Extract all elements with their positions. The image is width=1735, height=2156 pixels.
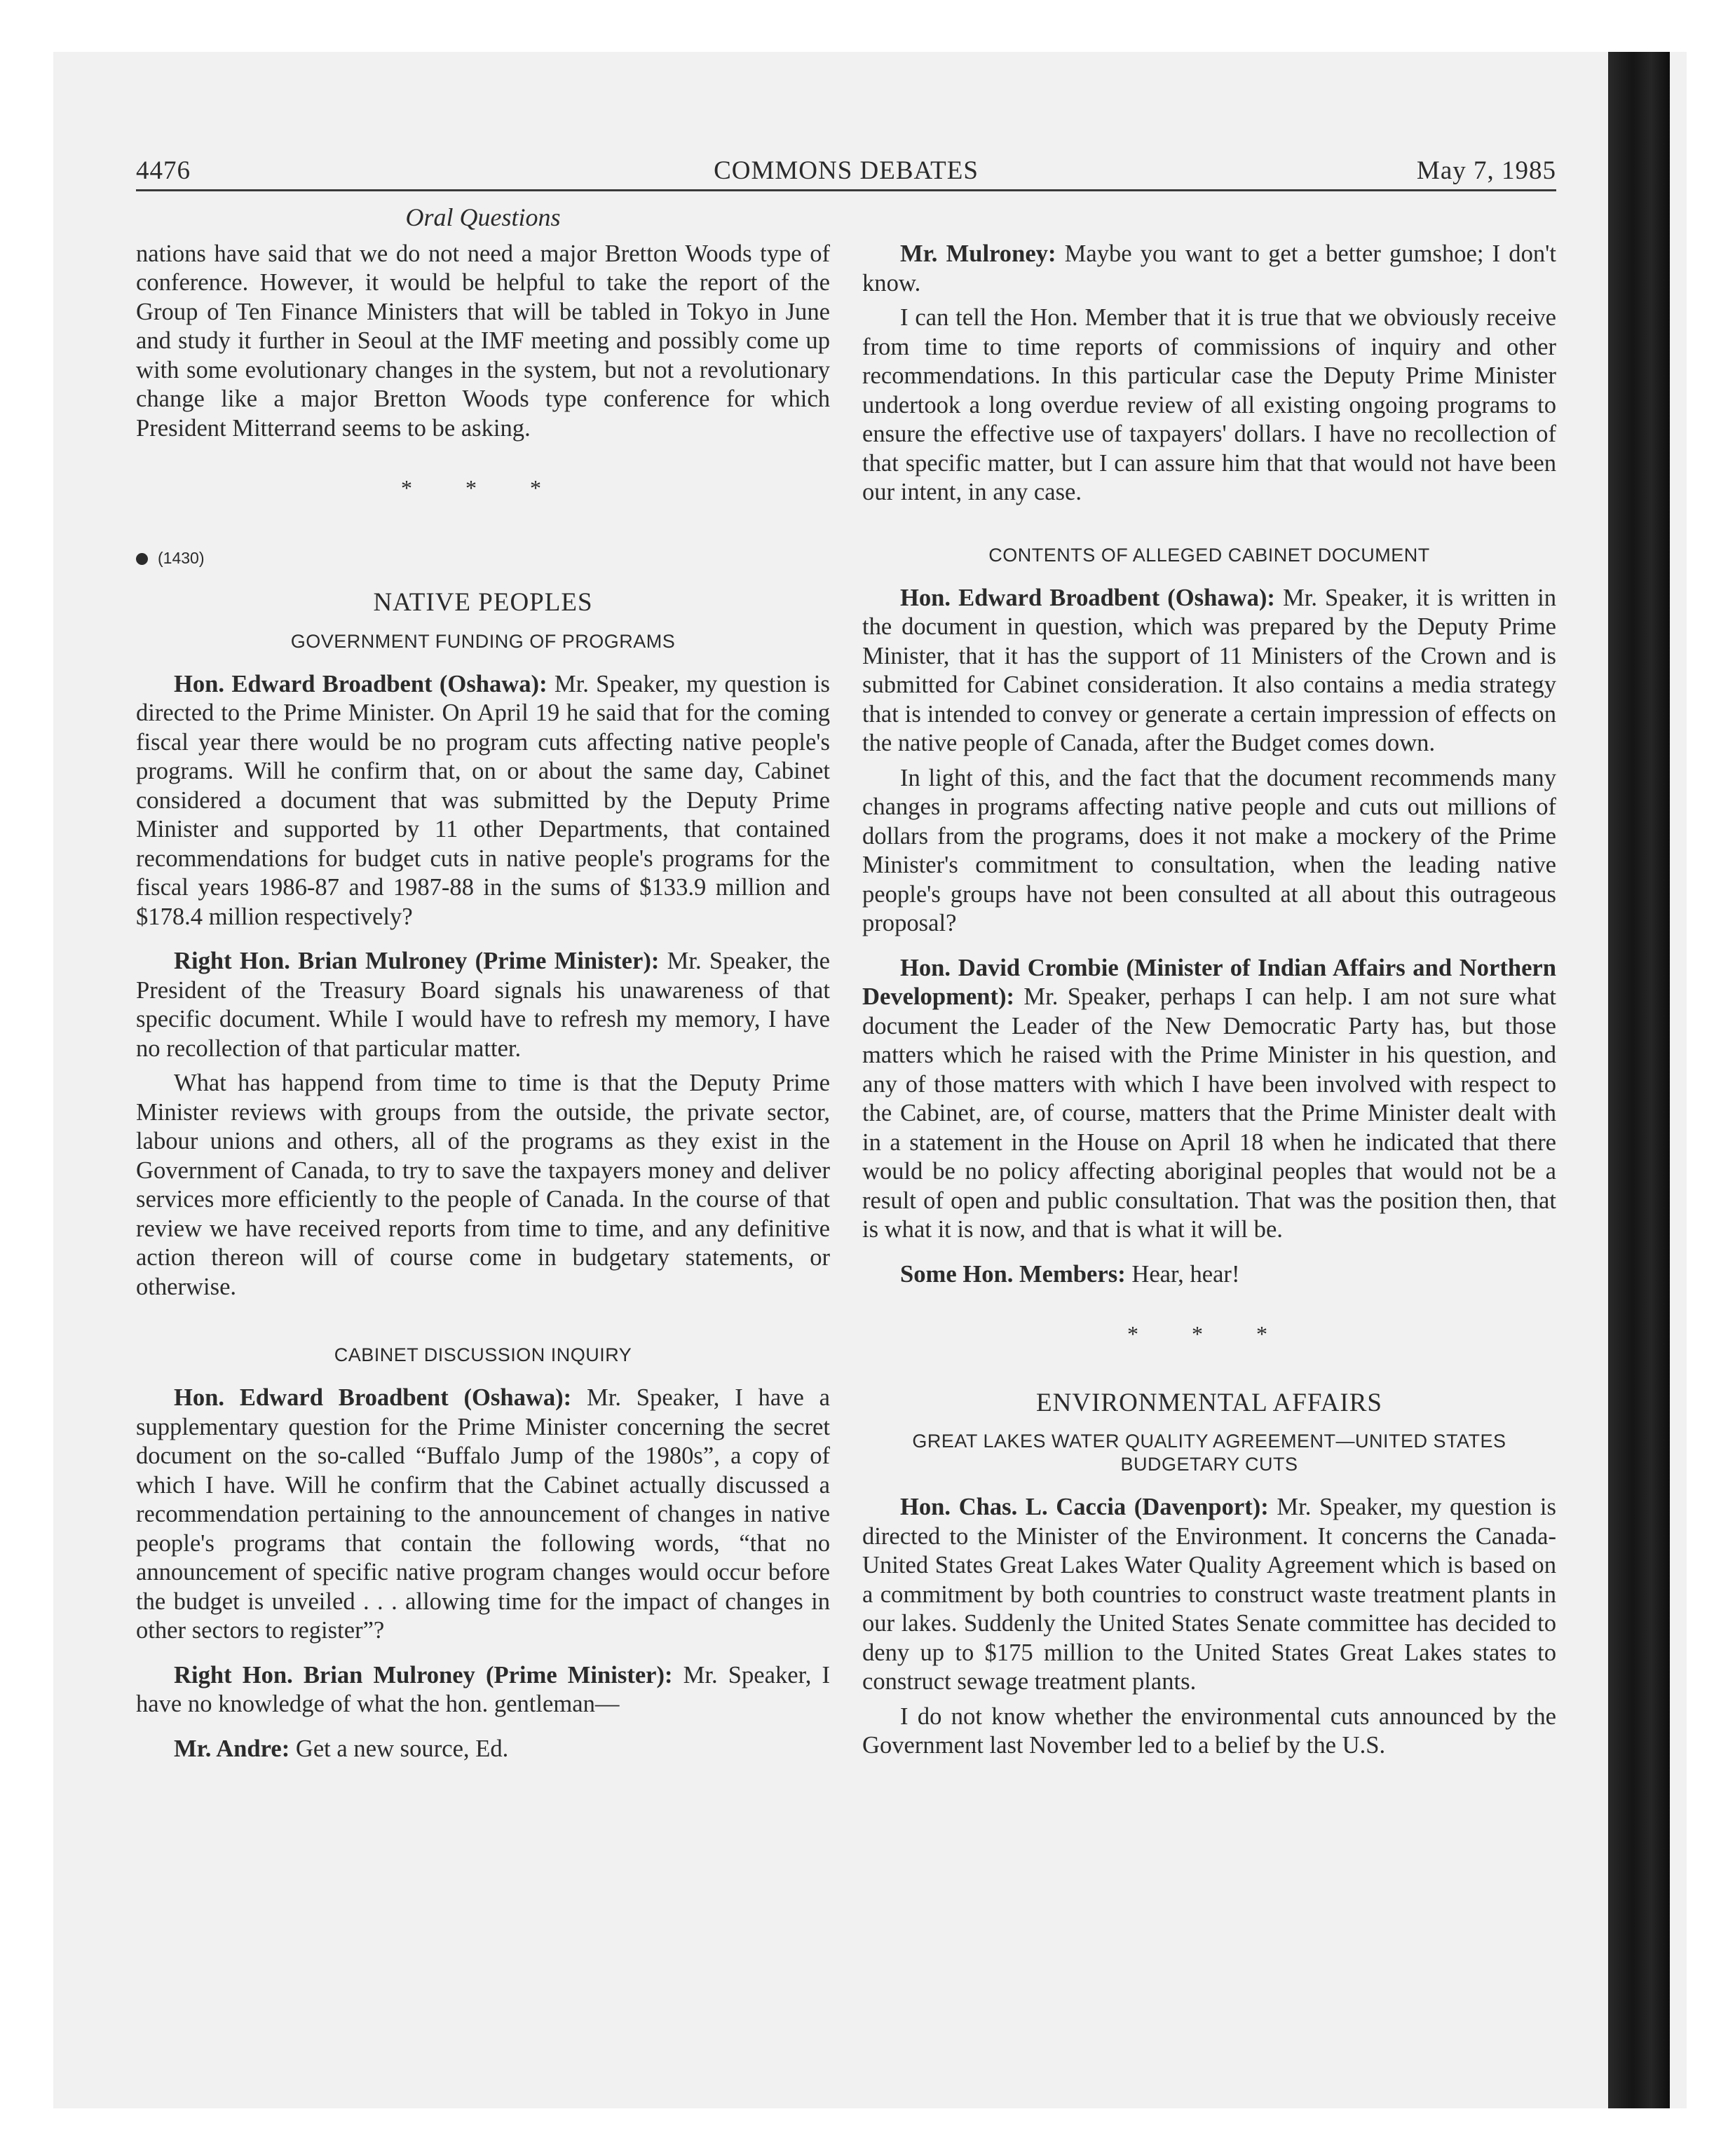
speech: Mr. Andre: Get a new source, Ed. [174,1735,509,1762]
paragraph: In light of this, and the fact that the document recommends many changes in programs affecting native people and cuts out millions of dollars from the programs, does it not make a mockery of the Prime Minister's commitment to consultation, when the leading native people's groups have not been consulted at all about this outrageous proposal? [862,764,1556,936]
paragraph: I can tell the Hon. Member that it is true that we obviously receive from time to time reports of commissions of inquiry and other recommendations. In this particular case the Deputy Prime Minister undertook a long overdue review of all existing ongoing programs to ensure the effective use of taxpayers' dollars. I have no recollection of that specific matter, but I can assure him that that would not have been our intent, in any case. [862,304,1556,505]
publication-title: COMMONS DEBATES [714,156,979,185]
section-separator: * * * [401,475,565,500]
book-spine [1608,52,1670,2108]
speech: Hon. Edward Broadbent (Oshawa): Mr. Speaker, it is written in the document in question, which was prepared by the Deputy Prime Minister, that it has the support of 11 Ministers of the Crown and is submitted for Cabinet consideration. It also contains a media strategy that is intended to convey or generate a certain impression of effects on the native people of Canada, after the Budget comes down. [862,584,1556,756]
time-marker: (1430) [136,544,830,573]
speech: Hon. Chas. L. Caccia (Davenport): Mr. Speaker, my question is directed to the Minister of the Environment. It concerns the Canada-United States Great Lakes Water Quality Agreement which is based on a commitment by both countries to construct waste treatment plants in our lakes. Suddenly the United States Senate committee has decided to deny up to $175 million to the United States Great Lakes states to construct sewage treatment plants. [862,1494,1556,1695]
page-number: 4476 [136,156,191,185]
speaker: Hon. Edward Broadbent (Oshawa): [900,584,1275,611]
speaker: Mr. Mulroney: [900,240,1056,267]
speech: Mr. Mulroney: Maybe you want to get a better gumshoe; I don't know. [862,240,1556,296]
speaker: Right Hon. Brian Mulroney (Prime Minister): [174,948,660,974]
header-rule [136,189,1556,191]
running-head: Oral Questions [405,203,561,231]
subsection-title: GOVERNMENT FUNDING OF PROGRAMS [290,630,676,652]
right-column [862,240,1556,1766]
speech: Right Hon. Brian Mulroney (Prime Minister): Mr. Speaker, I have no knowledge of what the hon. gentleman— [136,1661,830,1717]
subsection-title: CABINET DISCUSSION INQUIRY [334,1344,632,1365]
paragraph: nations have said that we do not need a major Bretton Woods type of conference. However, it would be helpful to take the report of the Group of Ten Finance Ministers that will be tabled in Tokyo in June and study it further in Seoul at the IMF meeting and possibly come up with some evolutionary changes in the system, but not a revolutionary change like a major Bretton Woods type conference for which President Mitterrand seems to be asking. [136,240,830,442]
bullet-icon [136,553,148,565]
speech: Hon. David Crombie (Minister of Indian Affairs and Northern Development): Mr. Speaker, perhaps I can help. I am not sure what document the Leader of the New Democratic Party has, but those matters which he raised with the Prime Minister in his question, and any of those matters with which I have been involved with respect to the Cabinet, are, of course, matters that the Prime Minister dealt with in a statement in the House on April 18 when he indicated that there would be no policy affecting aboriginal peoples that would not be a result of open and public consultation. That was the position then, that is what it is now, and that is what it will be. [862,954,1556,1243]
speaker: Hon. David Crombie (Minister of Indian Affairs and Northern Development): [862,954,1556,1010]
paragraph: I do not know whether the environmental cuts announced by the Government last November led to a belief by the U.S. [862,1703,1556,1759]
speech: Right Hon. Brian Mulroney (Prime Minister): Mr. Speaker, the President of the Treasury Board signals his unawareness of that specific document. While I would have to refresh my memory, I have no recollection of that particular matter. [136,948,830,1062]
section-title: NATIVE PEOPLES [373,588,593,617]
speaker: Hon. Edward Broadbent (Oshawa): [174,670,547,697]
paragraph: What has happend from time to time is that the Deputy Prime Minister reviews with groups from the outside, the private sector, labour unions and others, all of the programs as they exist in the Government of Canada, to try to save the taxpayers money and deliver services more efficiently to the people of Canada. In the course of that review we have received reports from time to time, and any definitive action thereon will of course come in budgetary statements, or otherwise. [136,1070,830,1300]
speech: Some Hon. Members: Hear, hear! [900,1260,1240,1288]
left-column [136,203,830,1769]
speech: Hon. Edward Broadbent (Oshawa): Mr. Speaker, my question is directed to the Prime Minister. On April 19 he said that for the coming fiscal year there would be no program cuts affecting native people's programs. Will he confirm that, on or about the same day, Cabinet considered a document that was submitted by the Deputy Prime Minister and supported by 11 other Departments, that contained recommendations for budget cuts in native people's programs for the fiscal years 1986-87 and 1987-88 in the sums of $133.9 million and $178.4 million respectively? [136,670,830,930]
speech: Hon. Edward Broadbent (Oshawa): Mr. Speaker, I have a supplementary question for the Prime Minister concerning the secret document on the so-called “Buffalo Jump of the 1980s”, a copy of which I have. Will he confirm that the Cabinet actually discussed a recommendation pertaining to the announcement of changes in native people's programs that contain the following words, “that no announcement of specific native program changes would occur before the budget is unveiled . . . allowing time for the impact of changes in other sectors to register”? [136,1384,830,1644]
subsection-title: CONTENTS OF ALLEGED CABINET DOCUMENT [988,544,1430,566]
speaker: Mr. Andre: [174,1735,290,1762]
speaker: Right Hon. Brian Mulroney (Prime Minister): [174,1661,673,1688]
speaker: Hon. Edward Broadbent (Oshawa): [174,1384,572,1411]
speaker: Some Hon. Members: [900,1260,1126,1288]
subsection-title: GREAT LAKES WATER QUALITY AGREEMENT—UNITED STATES BUDGETARY CUTS [912,1431,1506,1475]
speaker: Hon. Chas. L. Caccia (Davenport): [900,1494,1269,1520]
section-separator: * * * [1127,1321,1291,1346]
section-title: ENVIRONMENTAL AFFAIRS [1036,1388,1382,1417]
page-date: May 7, 1985 [1416,156,1556,185]
